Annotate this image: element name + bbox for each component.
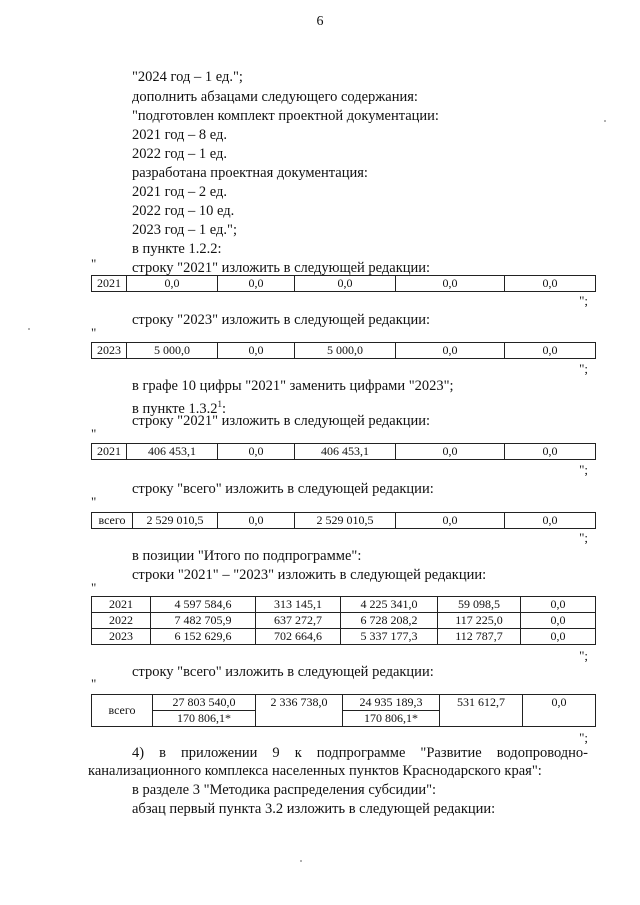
text-line: "подготовлен комплект проектной документации:	[132, 108, 439, 124]
table-cell: 24 935 189,3	[343, 695, 440, 711]
table-row	[92, 695, 596, 711]
table-cell: 0,0	[521, 629, 596, 645]
table-cell: 6 152 629,6	[151, 629, 256, 645]
table-cell: 0,0	[396, 343, 505, 359]
table-cell: 2023	[92, 629, 151, 645]
quote-open: "	[91, 580, 97, 595]
table-cell: 2 529 010,5	[295, 513, 396, 529]
table-cell: 0,0	[218, 513, 295, 529]
quote-close: ";	[579, 530, 588, 545]
table-cell: 0,0	[218, 276, 295, 292]
table-row	[92, 597, 596, 613]
table-cell: 117 225,0	[438, 613, 521, 629]
table-cell: 2021	[92, 276, 127, 292]
quote-close: ";	[579, 293, 588, 308]
scan-speck	[300, 860, 302, 862]
table-cell: 2021	[92, 444, 127, 460]
text-line: 2022 год – 10 ед.	[132, 203, 235, 219]
table-cell: 406 453,1	[127, 444, 218, 460]
table-cell: 313 145,1	[256, 597, 341, 613]
table-cell: 7 482 705,9	[151, 613, 256, 629]
text-line: 2021 год – 8 ед.	[132, 127, 228, 143]
table-cell: 0,0	[521, 613, 596, 629]
table-row-2023	[91, 342, 596, 359]
quote-open: "	[91, 494, 97, 509]
table-cell: 0,0	[523, 695, 596, 727]
table-cell: 0,0	[505, 513, 596, 529]
text-line: строки "2021" – "2023" изложить в следующей редакции:	[132, 567, 487, 583]
table-cell: 170 806,1*	[343, 711, 440, 727]
table-row-2021	[91, 443, 596, 460]
table-cell: 0,0	[396, 276, 505, 292]
table-years	[91, 596, 596, 645]
table-cell: 6 728 208,2	[341, 613, 438, 629]
text-line: строку "всего" изложить в следующей редакции:	[132, 664, 434, 680]
paragraph: 4) в приложении 9 к подпрограмме "Развитие водопроводно-канализационного комплекса населенных пунктов Краснодарского края":	[88, 745, 588, 779]
table-cell: 0,0	[396, 444, 505, 460]
text-line: 2021 год – 2 ед.	[132, 184, 228, 200]
table-cell: 0,0	[218, 343, 295, 359]
table-cell: 0,0	[127, 276, 218, 292]
text-line: в пункте 1.3.2$^1$:	[132, 399, 227, 417]
table-row-2021	[91, 275, 596, 292]
table-cell: 0,0	[505, 276, 596, 292]
table-cell: 2023	[92, 343, 127, 359]
table-cell: 2 336 738,0	[256, 695, 343, 727]
text-line: строку "2021" изложить в следующей редакции:	[132, 413, 431, 429]
text-line: 2022 год – 1 ед.	[132, 146, 228, 162]
text-line: абзац первый пункта 3.2 изложить в следующей редакции:	[132, 801, 496, 817]
table-cell: 59 098,5	[438, 597, 521, 613]
quote-open: "	[91, 256, 97, 271]
text-line: 2023 год – 1 ед.";	[132, 222, 237, 238]
table-cell: 0,0	[396, 513, 505, 529]
table-cell: всего	[92, 513, 133, 529]
scan-speck	[28, 328, 30, 330]
table-cell: 5 337 177,3	[341, 629, 438, 645]
table-cell: 2022	[92, 613, 151, 629]
table-cell: 4 225 341,0	[341, 597, 438, 613]
quote-open: "	[91, 325, 97, 340]
table-cell: 5 000,0	[295, 343, 396, 359]
table-cell: 702 664,6	[256, 629, 341, 645]
quote-open: "	[91, 426, 97, 441]
table-cell: 637 272,7	[256, 613, 341, 629]
text-line: строку "2021" изложить в следующей редакции:	[132, 260, 431, 276]
scan-speck	[604, 120, 606, 122]
table-cell: 2 529 010,5	[133, 513, 218, 529]
text-line: в пункте 1.2.2:	[132, 241, 222, 257]
table-cell: 27 803 540,0	[153, 695, 256, 711]
table-cell: 2021	[92, 597, 151, 613]
table-cell: 112 787,7	[438, 629, 521, 645]
table-cell: 0,0	[295, 276, 396, 292]
table-row-total	[91, 512, 596, 529]
table-cell: 4 597 584,6	[151, 597, 256, 613]
quote-close: ";	[579, 361, 588, 376]
text-line: "2024 год – 1 ед.";	[132, 69, 243, 85]
text-line: в позиции "Итого по подпрограмме":	[132, 548, 362, 564]
text-line: в графе 10 цифры "2021" заменить цифрами "2023";	[132, 378, 454, 394]
table-cell: 0,0	[505, 343, 596, 359]
page-number: 6	[316, 14, 324, 29]
quote-close: ";	[579, 730, 588, 745]
text-line: дополнить абзацами следующего содержания:	[132, 89, 418, 105]
table-row	[92, 629, 596, 645]
table-cell: всего	[92, 695, 153, 727]
table-cell: 170 806,1*	[153, 711, 256, 727]
table-cell: 5 000,0	[127, 343, 218, 359]
table-cell: 0,0	[521, 597, 596, 613]
table-cell: 0,0	[505, 444, 596, 460]
quote-open: "	[91, 676, 97, 691]
table-cell: 531 612,7	[440, 695, 523, 727]
table-row	[92, 613, 596, 629]
quote-close: ";	[579, 462, 588, 477]
table-total	[91, 694, 596, 727]
quote-close: ";	[579, 648, 588, 663]
text-line: разработана проектная документация:	[132, 165, 368, 181]
table-cell: 406 453,1	[295, 444, 396, 460]
table-cell: 0,0	[218, 444, 295, 460]
text-line: строку "2023" изложить в следующей редакции:	[132, 312, 431, 328]
text-line: в разделе 3 "Методика распределения субсидии":	[132, 782, 437, 798]
text-line: строку "всего" изложить в следующей редакции:	[132, 481, 434, 497]
